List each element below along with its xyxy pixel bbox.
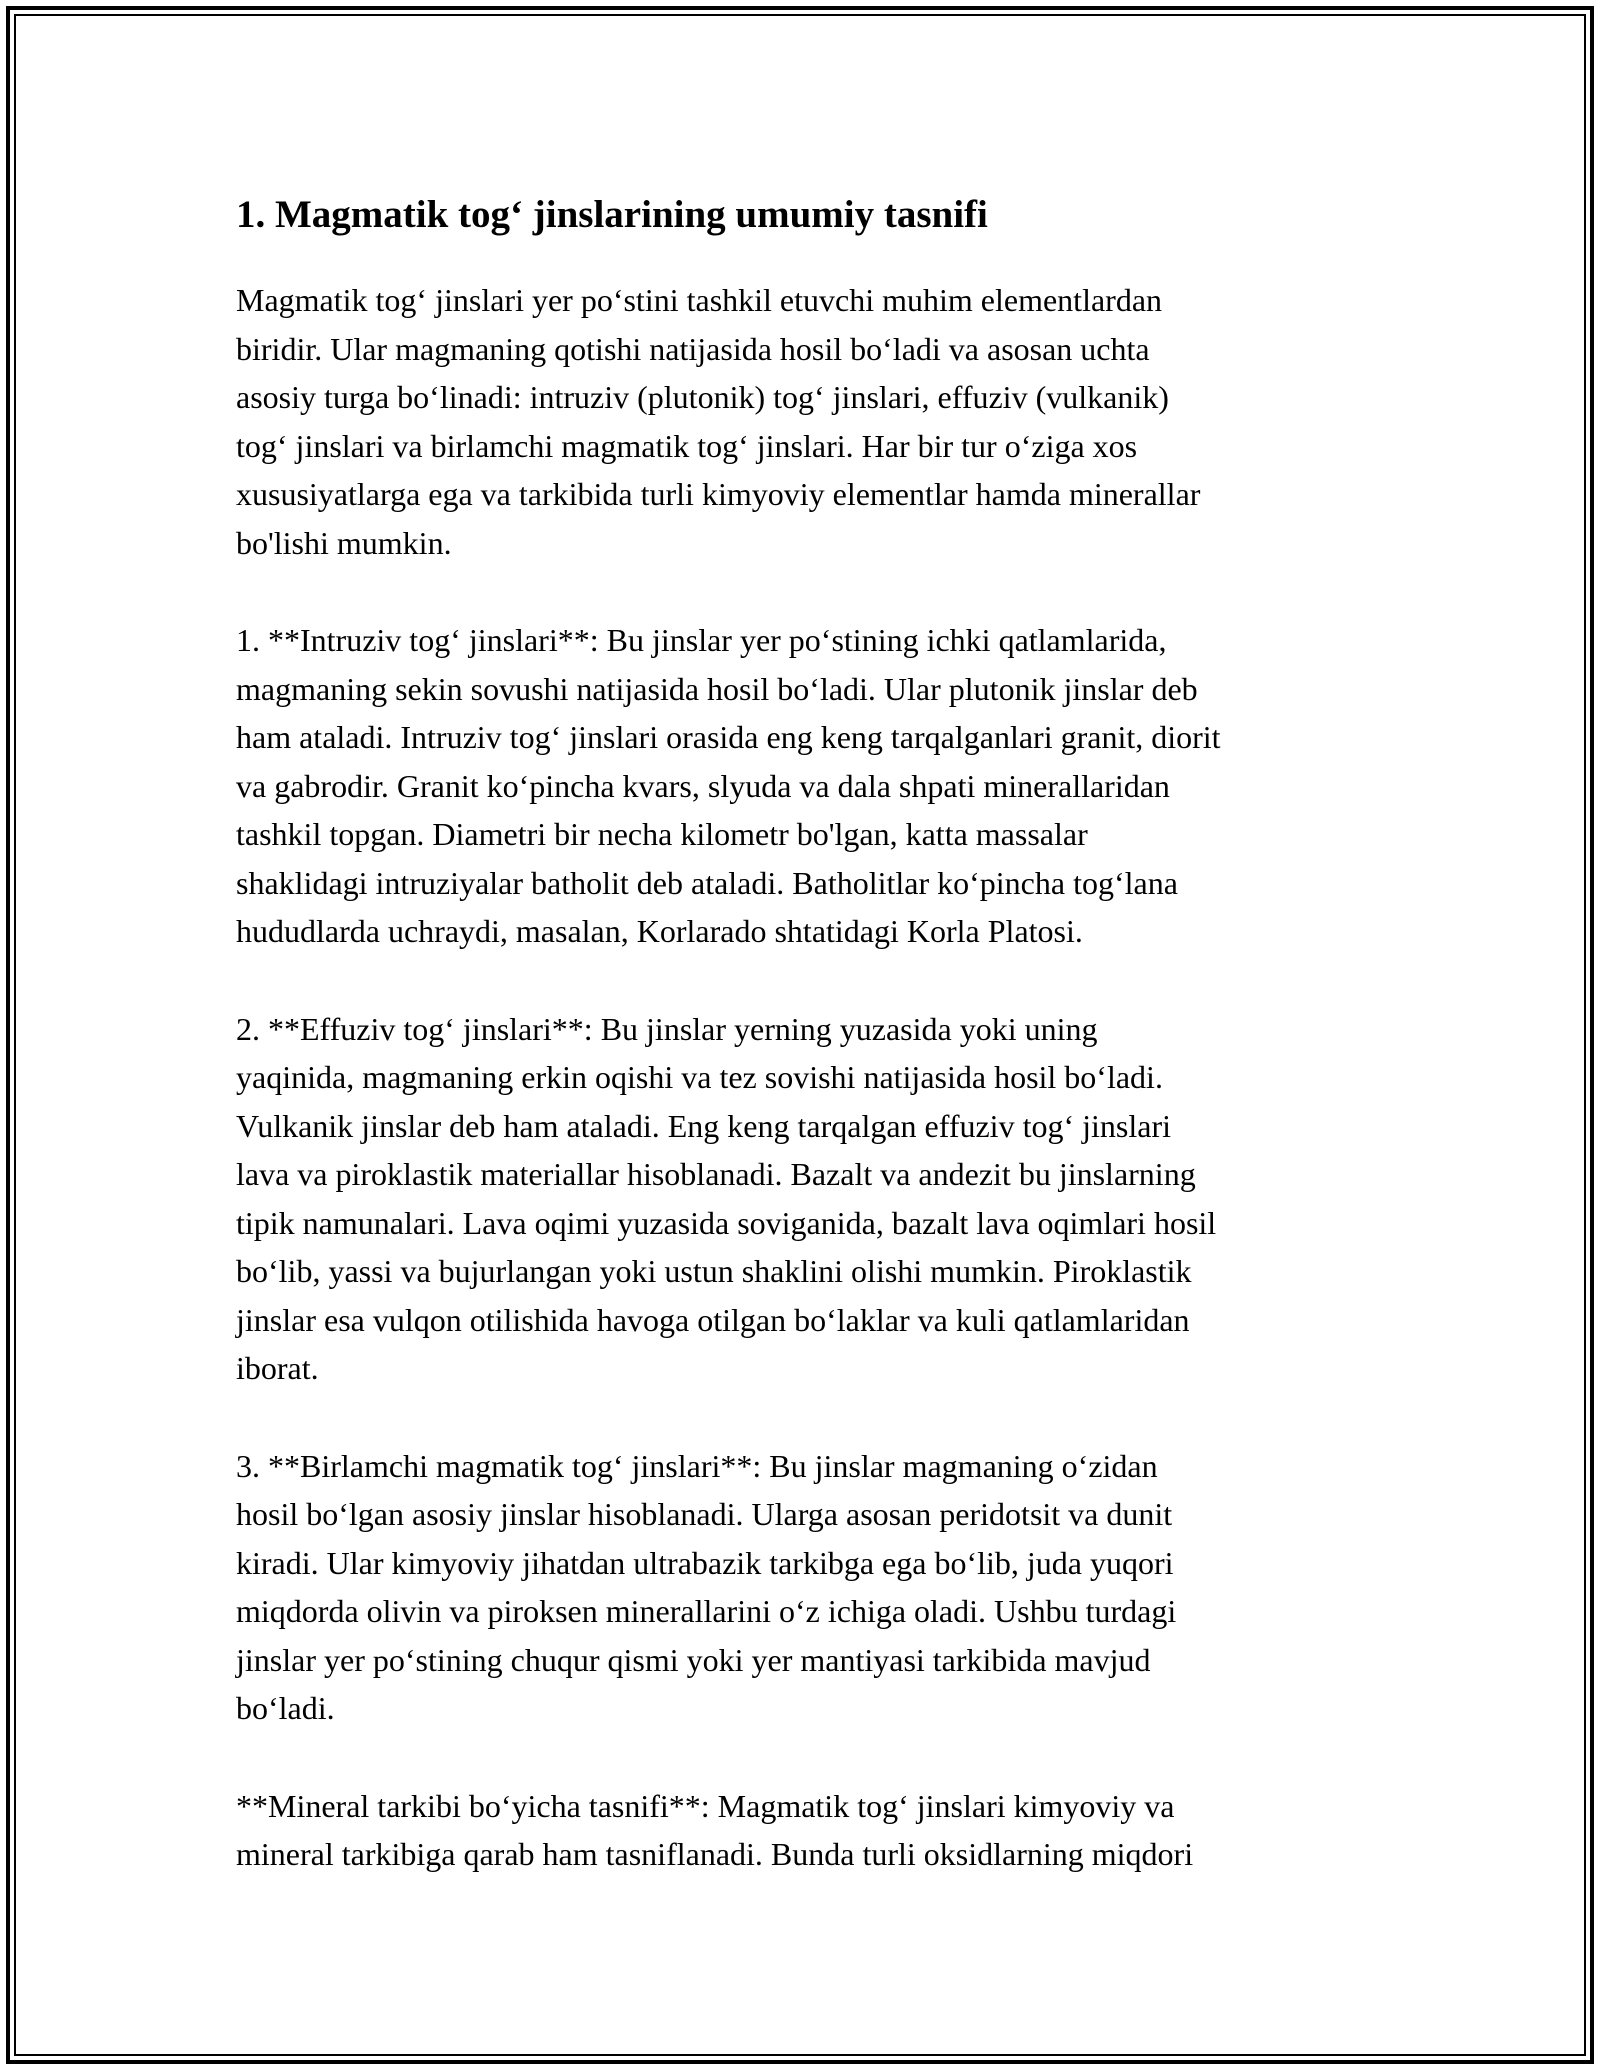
paragraph-line: iborat. bbox=[236, 1350, 319, 1386]
paragraph bbox=[236, 1005, 1376, 1393]
paragraph bbox=[236, 1782, 1376, 1879]
paragraph-line: Magmatik tog‘ jinslari yer po‘stini tashkil etuvchi muhim elementlardan bbox=[236, 282, 1163, 318]
paragraph-line: hosil bo‘lgan asosiy jinslar hisoblanadi. Ularga asosan peridotsit va dunit bbox=[236, 1496, 1173, 1532]
paragraph-line: bo‘ladi. bbox=[236, 1690, 335, 1726]
paragraph-list bbox=[236, 276, 1376, 1879]
paragraph-line: bo‘lib, yassi va bujurlangan yoki ustun shaklini olishi mumkin. Piroklastik bbox=[236, 1253, 1192, 1289]
paragraph bbox=[236, 616, 1376, 956]
paragraph bbox=[236, 276, 1376, 567]
paragraph-line: kiradi. Ular kimyoviy jihatdan ultrabazik tarkibga ega bo‘lib, juda yuqori bbox=[236, 1544, 1174, 1581]
paragraph-line: bo'lishi mumkin. bbox=[236, 524, 452, 561]
paragraph-line: tashkil topgan. Diametri bir necha kilometr bo'lgan, katta massalar bbox=[236, 816, 1088, 852]
paragraph-line: ham ataladi. Intruziv tog‘ jinslari orasida eng keng tarqalganlari granit, diorit bbox=[236, 719, 1221, 755]
paragraph-line: mineral tarkibiga qarab ham tasniflanadi. Bunda turli oksidlarning miqdori bbox=[236, 1836, 1194, 1872]
paragraph-line: biridir. Ular magmaning qotishi natijasida hosil bo‘ladi va asosan uchta bbox=[236, 330, 1150, 367]
document-title: 1. Magmatik tog‘ jinslarining umumiy tasnifi bbox=[236, 193, 988, 236]
paragraph-line: asosiy turga bo‘linadi: intruziv (plutonik) tog‘ jinslari, effuziv (vulkanik) bbox=[236, 379, 1169, 415]
paragraph-line: miqdorda olivin va piroksen minerallarini o‘z ichiga oladi. Ushbu turdagi bbox=[236, 1593, 1177, 1629]
paragraph-line: 3. **Birlamchi magmatik tog‘ jinslari**: Bu jinslar magmaning o‘zidan bbox=[236, 1447, 1158, 1484]
paragraph-line: tipik namunalari. Lava oqimi yuzasida soviganida, bazalt lava oqimlari hosil bbox=[236, 1204, 1217, 1241]
paragraph-line: magmaning sekin sovushi natijasida hosil bo‘ladi. Ular plutonik jinslar deb bbox=[236, 670, 1198, 707]
paragraph-line: yaqinida, magmaning erkin oqishi va tez sovishi natijasida hosil bo‘ladi. bbox=[236, 1059, 1163, 1095]
paragraph-line: va gabrodir. Granit ko‘pincha kvars, slyuda va dala shpati minerallaridan bbox=[236, 767, 1170, 804]
paragraph-line: tog‘ jinslari va birlamchi magmatik tog‘ jinslari. Har bir tur o‘ziga xos bbox=[236, 427, 1138, 464]
document-body bbox=[236, 180, 1376, 1928]
paragraph-line: Vulkanik jinslar deb ham ataladi. Eng keng tarqalgan effuziv tog‘ jinslari bbox=[236, 1107, 1171, 1144]
paragraph-line: jinslar esa vulqon otilishida havoga otilgan bo‘laklar va kuli qatlamlaridan bbox=[236, 1301, 1190, 1338]
paragraph-line: xususiyatlarga ega va tarkibida turli kimyoviy elementlar hamda minerallar bbox=[236, 476, 1201, 512]
paragraph-line: lava va piroklastik materiallar hisoblanadi. Bazalt va andezit bu jinslarning bbox=[236, 1156, 1196, 1192]
paragraph-line: **Mineral tarkibi bo‘yicha tasnifi**: Magmatik tog‘ jinslari kimyoviy va bbox=[236, 1787, 1175, 1824]
paragraph-line: shaklidagi intruziyalar batholit deb ataladi. Batholitlar ko‘pincha tog‘lana bbox=[236, 864, 1178, 901]
paragraph-line: 1. **Intruziv tog‘ jinslari**: Bu jinslar yer po‘stining ichki qatlamlarida, bbox=[236, 622, 1167, 658]
paragraph-line: 2. **Effuziv tog‘ jinslari**: Bu jinslar yerning yuzasida yoki uning bbox=[236, 1010, 1098, 1047]
paragraph-line: hududlarda uchraydi, masalan, Korlarado shtatidagi Korla Platosi. bbox=[236, 913, 1083, 949]
paragraph bbox=[236, 1442, 1376, 1733]
paragraph-line: jinslar yer po‘stining chuqur qismi yoki yer mantiyasi tarkibida mavjud bbox=[236, 1641, 1151, 1678]
